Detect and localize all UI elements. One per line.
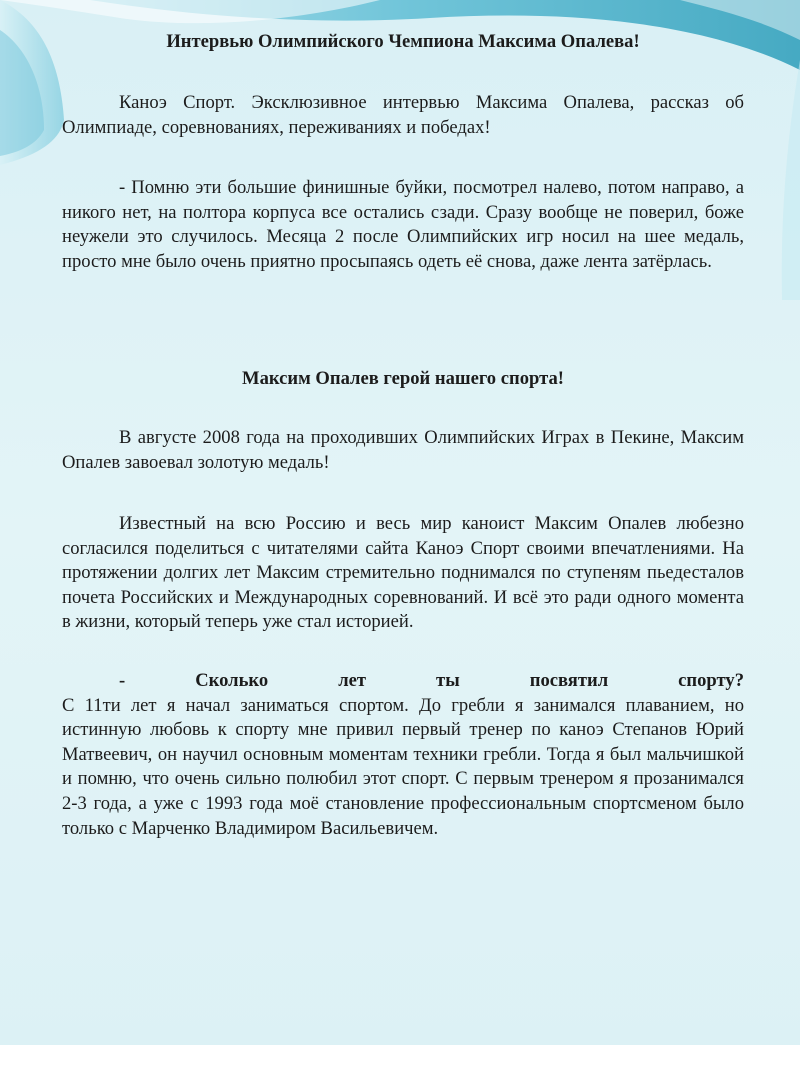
quote-paragraph: - Помню эти большие финишные буйки, посмотрел налево, потом направо, а никого нет, на полтора корпуса все остались сзади. Сразу вообще не поверил, боже неужели это случилось. Месяца 2 после Олимпийских игр носил на шее медаль, просто мне было очень приятно просыпаясь одеть её снова, даже лента затёрлась. bbox=[62, 177, 744, 272]
qa-block bbox=[62, 669, 744, 841]
known-paragraph: Известный на всю Россию и весь мир каноист Максим Опалев любезно согласился поделиться с читателями сайта Каноэ Спорт своими впечатлениями. На протяжении долгих лет Максим стремительно поднимался по ступеням пьедесталов почета Российских и Международных соревнований. И всё это ради одного момента в жизни, который теперь уже стал историей. bbox=[62, 513, 744, 633]
question-text: - Сколько лет ты посвятил спорту? bbox=[119, 670, 744, 691]
section-heading: Максим Опалев герой нашего спорта! bbox=[242, 368, 564, 389]
document-title: Интервью Олимпийского Чемпиона Максима Опалева! bbox=[166, 31, 640, 52]
beijing-paragraph: В августе 2008 года на проходивших Олимпийских Играх в Пекине, Максим Опалев завоевал золотую медаль! bbox=[62, 427, 744, 473]
answer-text: С 11ти лет я начал заниматься спортом. До гребли я занимался плаванием, но истинную любовь к спорту мне привил первый тренер по каноэ Степанов Юрий Матвеевич, он научил основным моментам техники гребли. Тогда я был мальчишкой и помню, что очень сильно полюбил этот спорт. С первым тренером я прозанимался 2-3 года, а уже с 1993 года моё становление профессиональным спортсменом было только с Марченко Владимиром Васильевичем. bbox=[62, 694, 744, 839]
intro-paragraph: Каноэ Спорт. Эксклюзивное интервью Максима Опалева, рассказ об Олимпиаде, соревнованиях, переживаниях и победах! bbox=[62, 92, 744, 138]
